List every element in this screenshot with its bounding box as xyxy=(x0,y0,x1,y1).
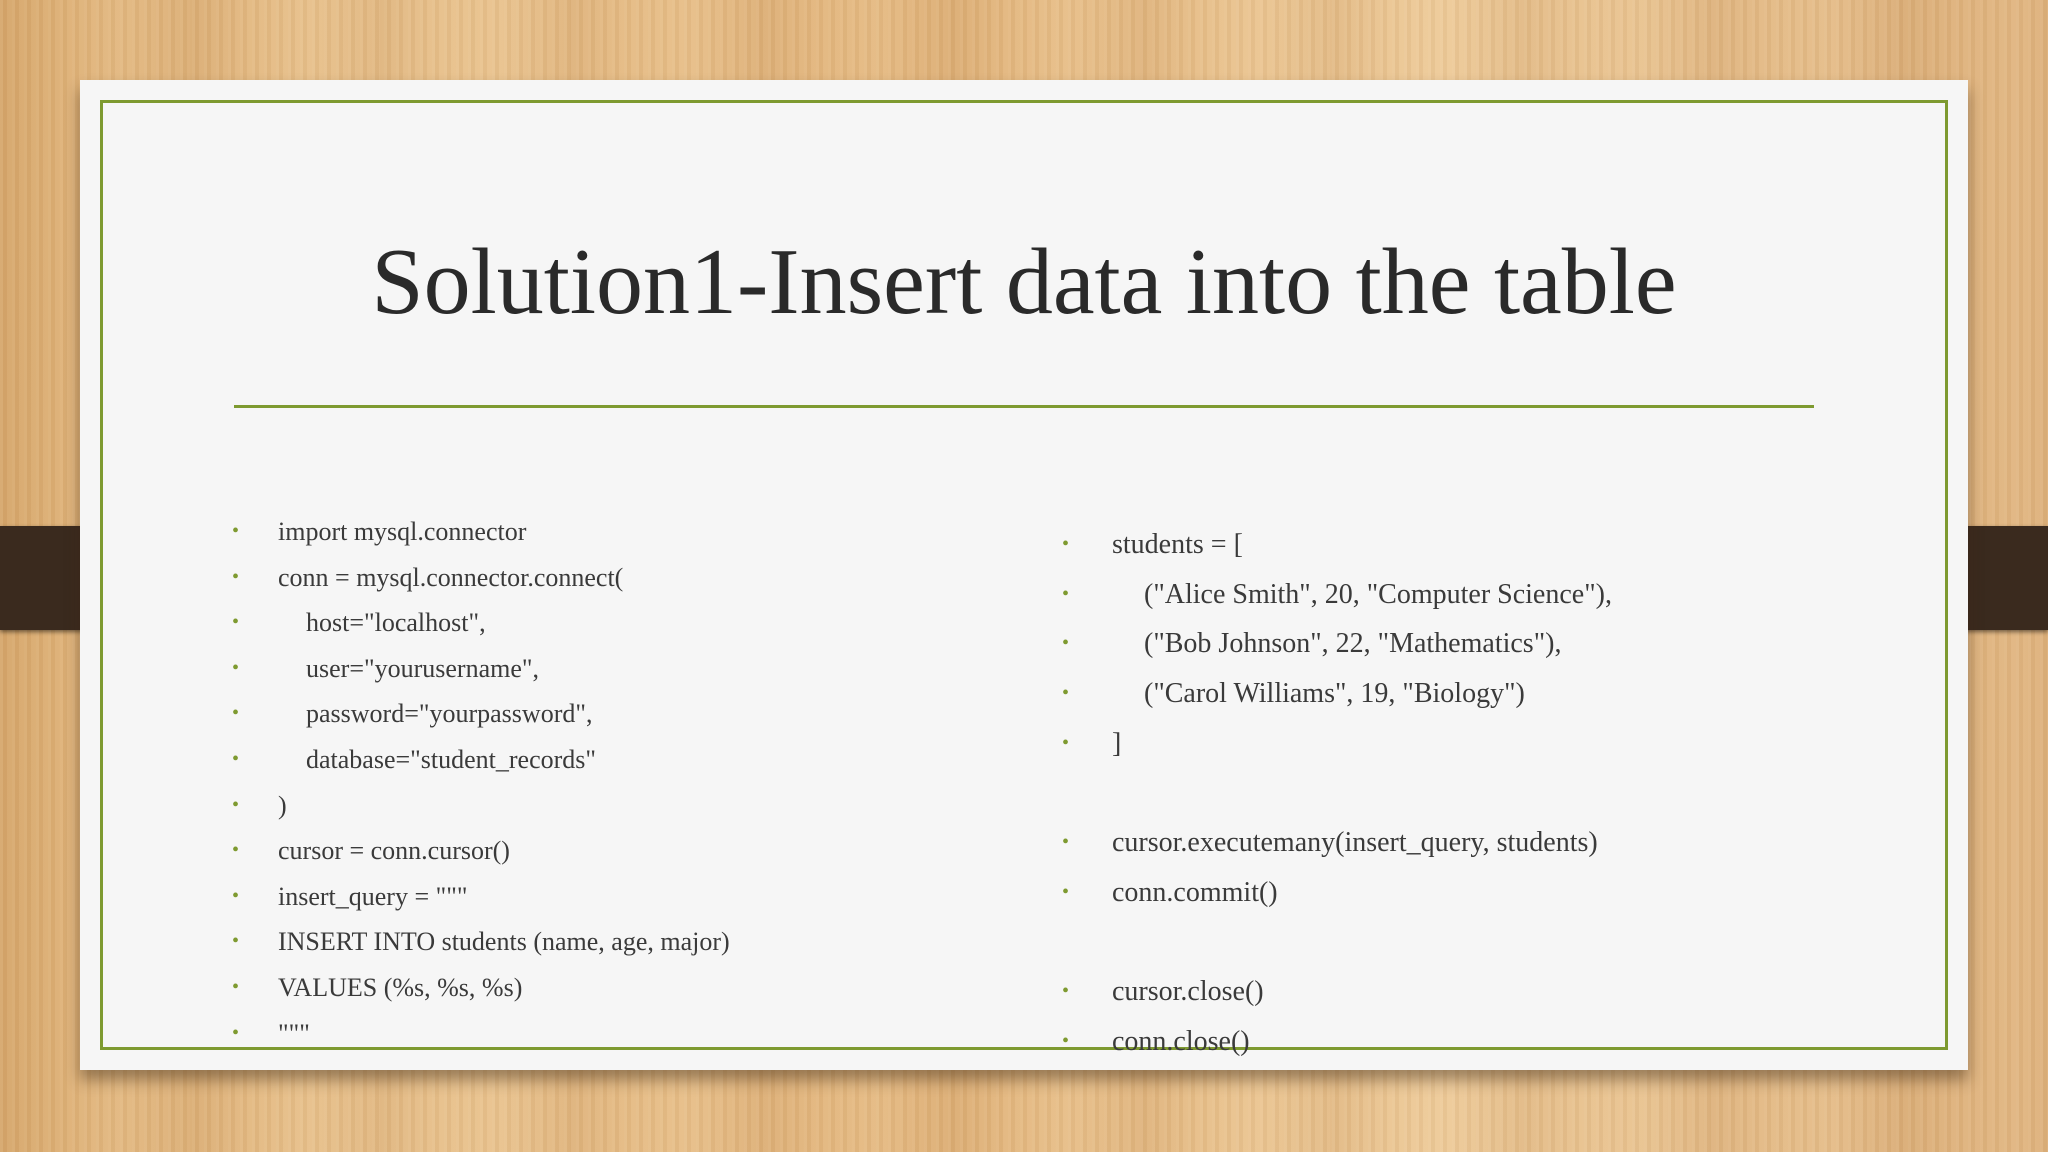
code-line: conn.commit() xyxy=(1112,876,1278,908)
list-item xyxy=(1062,669,1962,719)
bullet-icon: • xyxy=(232,520,240,542)
code-line: VALUES (%s, %s, %s) xyxy=(278,972,523,1002)
bullet-icon: • xyxy=(1062,731,1070,754)
bullet-icon: • xyxy=(232,702,240,725)
list-item xyxy=(232,1011,1032,1057)
list-item xyxy=(232,555,1032,601)
list-item xyxy=(232,874,1032,920)
code-line: conn.close() xyxy=(1112,1025,1250,1057)
code-line: ) xyxy=(278,790,287,820)
bullet-icon: • xyxy=(232,793,240,816)
list-item xyxy=(1062,570,1962,620)
list-item xyxy=(1062,520,1962,570)
bullet-icon: • xyxy=(232,884,240,907)
code-line: ("Bob Johnson", 22, "Mathematics"), xyxy=(1144,628,1562,660)
list-item xyxy=(1062,967,1962,1017)
code-line: students = [ xyxy=(1112,529,1243,560)
slide xyxy=(80,80,1968,1070)
code-line: ("Carol Williams", 19, "Biology") xyxy=(1144,678,1525,710)
bullet-icon: • xyxy=(232,975,240,998)
list-item xyxy=(232,646,1032,692)
list-item xyxy=(232,691,1032,737)
bullet-icon: • xyxy=(1062,880,1070,903)
bullet-icon: • xyxy=(232,747,240,770)
code-line: ] xyxy=(1112,727,1122,759)
bullet-icon: • xyxy=(1062,980,1070,1003)
code-line: ("Alice Smith", 20, "Computer Science"), xyxy=(1144,578,1612,610)
list-item xyxy=(232,600,1032,646)
list-item xyxy=(232,783,1032,829)
code-line: user="yourusername", xyxy=(306,653,539,683)
list-item xyxy=(1062,818,1962,868)
code-line: import mysql.connector xyxy=(278,517,527,546)
title-divider xyxy=(234,405,1814,408)
bullet-icon: • xyxy=(1062,533,1070,555)
code-line: conn = mysql.connector.connect( xyxy=(278,562,624,592)
bullet-icon: • xyxy=(232,611,240,634)
list-item xyxy=(1062,719,1962,769)
list-item xyxy=(232,509,1032,555)
bullet-icon: • xyxy=(1062,682,1070,705)
blank-line xyxy=(1062,768,1962,818)
code-line: password="yourpassword", xyxy=(306,699,593,729)
list-item xyxy=(1062,619,1962,669)
list-item xyxy=(232,737,1032,783)
code-line: insert_query = """ xyxy=(278,881,468,911)
bullet-icon: • xyxy=(232,1021,240,1044)
code-line: """ xyxy=(278,1018,310,1048)
list-item xyxy=(232,965,1032,1011)
slide-title: Solution1-Insert data into the table xyxy=(371,230,1677,334)
code-line: cursor.close() xyxy=(1112,976,1264,1008)
code-line: cursor = conn.cursor() xyxy=(278,836,510,866)
bullet-icon: • xyxy=(1062,831,1070,854)
bullet-icon: • xyxy=(232,656,240,679)
blank-line xyxy=(1062,918,1962,968)
list-item xyxy=(232,919,1032,965)
bullet-icon: • xyxy=(232,930,240,953)
code-line: database="student_records" xyxy=(306,744,597,774)
code-line: INSERT INTO students (name, age, major) xyxy=(278,927,730,957)
code-line: cursor.executemany(insert_query, students) xyxy=(1112,827,1598,859)
code-line: host="localhost", xyxy=(306,608,486,638)
bullet-icon: • xyxy=(1062,582,1070,605)
list-item xyxy=(232,828,1032,874)
bullet-icon: • xyxy=(232,839,240,862)
bullet-icon: • xyxy=(232,565,240,588)
list-item xyxy=(1062,868,1962,918)
list-item xyxy=(1062,1017,1962,1067)
bullet-icon: • xyxy=(1062,632,1070,655)
code-list-left xyxy=(232,509,1032,1056)
bullet-icon: • xyxy=(1062,1029,1070,1052)
code-list-right xyxy=(1062,520,1962,1067)
